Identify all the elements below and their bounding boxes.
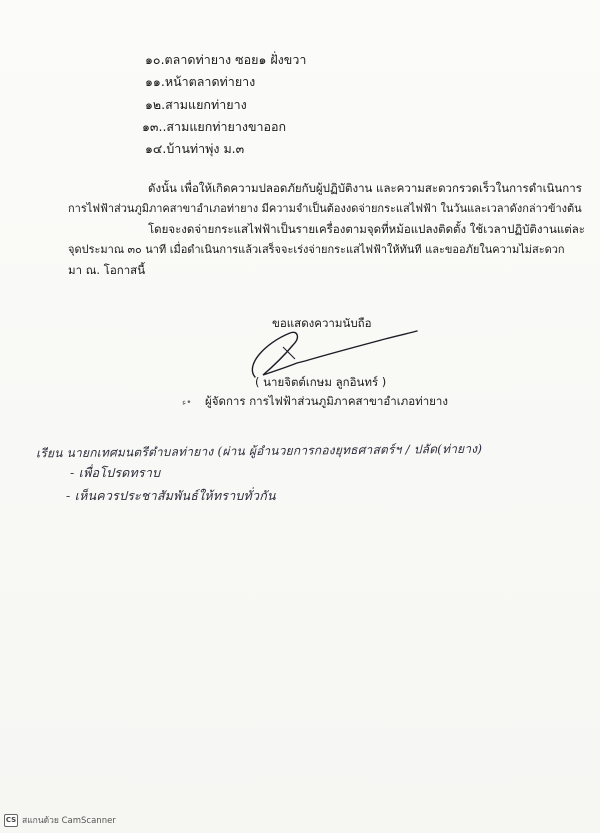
camscanner-logo-icon: CS bbox=[4, 814, 18, 827]
list-item-12: ๑๒.สามแยกท่ายาง bbox=[145, 97, 247, 112]
scanner-footer bbox=[4, 813, 116, 827]
list-item-14: ๑๔.บ้านท่าพุ่ง ม.๓ bbox=[145, 141, 245, 156]
scanner-footer-text: สแกนด้วย CamScanner bbox=[22, 816, 116, 826]
stray-mark: ء• bbox=[182, 398, 192, 408]
paragraph-line-1: ดังนั้น เพื่อให้เกิดความปลอดภัยกับผู้ปฏิบัติงาน และความสะดวกรวดเร็วในการดำเนินการ bbox=[148, 181, 582, 195]
paragraph-line-3: โดยจะงดจ่ายกระแสไฟฟ้าเป็นรายเครื่องตามจุดที่หม้อแปลงติดตั้ง ใช้เวลาปฏิบัติงานแต่ละ bbox=[148, 222, 585, 236]
paragraph-line-2: การไฟฟ้าส่วนภูมิภาคสาขาอำเภอท่ายาง มีความจำเป็นต้องงดจ่ายกระแสไฟฟ้า ในวันและเวลาดังกล่าวข้างต้น bbox=[68, 202, 582, 215]
closing-text: ขอแสดงความนับถือ bbox=[272, 316, 372, 330]
paragraph-line-5: มา ณ. โอกาสนี้ bbox=[68, 263, 146, 277]
signer-title: ผู้จัดการ การไฟฟ้าส่วนภูมิภาคสาขาอำเภอท่ายาง bbox=[205, 394, 448, 408]
handwritten-line-3: - เห็นควรประชาสัมพันธ์ให้ทราบทั่วกัน bbox=[66, 488, 276, 503]
signer-name: ( นายจิตต์เกษม ลูกอินทร์ ) bbox=[255, 375, 387, 389]
handwritten-line-1: เรียน นายกเทศมนตรีตำบลท่ายาง (ผ่าน ผู้อำนวยการกองยุทธศาสตร์ฯ / ปลัด(ท่ายาง) bbox=[35, 441, 483, 461]
paragraph-line-4: จุดประมาณ ๓๐ นาที เมื่อดำเนินการแล้วเสร็จจะเร่งจ่ายกระแสไฟฟ้าให้ทันที และขออภัยในความไม่สะดวก bbox=[68, 243, 565, 256]
list-item-11: ๑๑.หน้าตลาดท่ายาง bbox=[145, 74, 256, 89]
list-item-13: ๑๓..สามแยกท่ายางขาออก bbox=[142, 119, 287, 134]
list-item-10: ๑๐.ตลาดท่ายาง ซอย๑ ฝั่งขวา bbox=[145, 52, 307, 67]
handwritten-line-2: - เพื่อโปรดทราบ bbox=[70, 465, 161, 480]
